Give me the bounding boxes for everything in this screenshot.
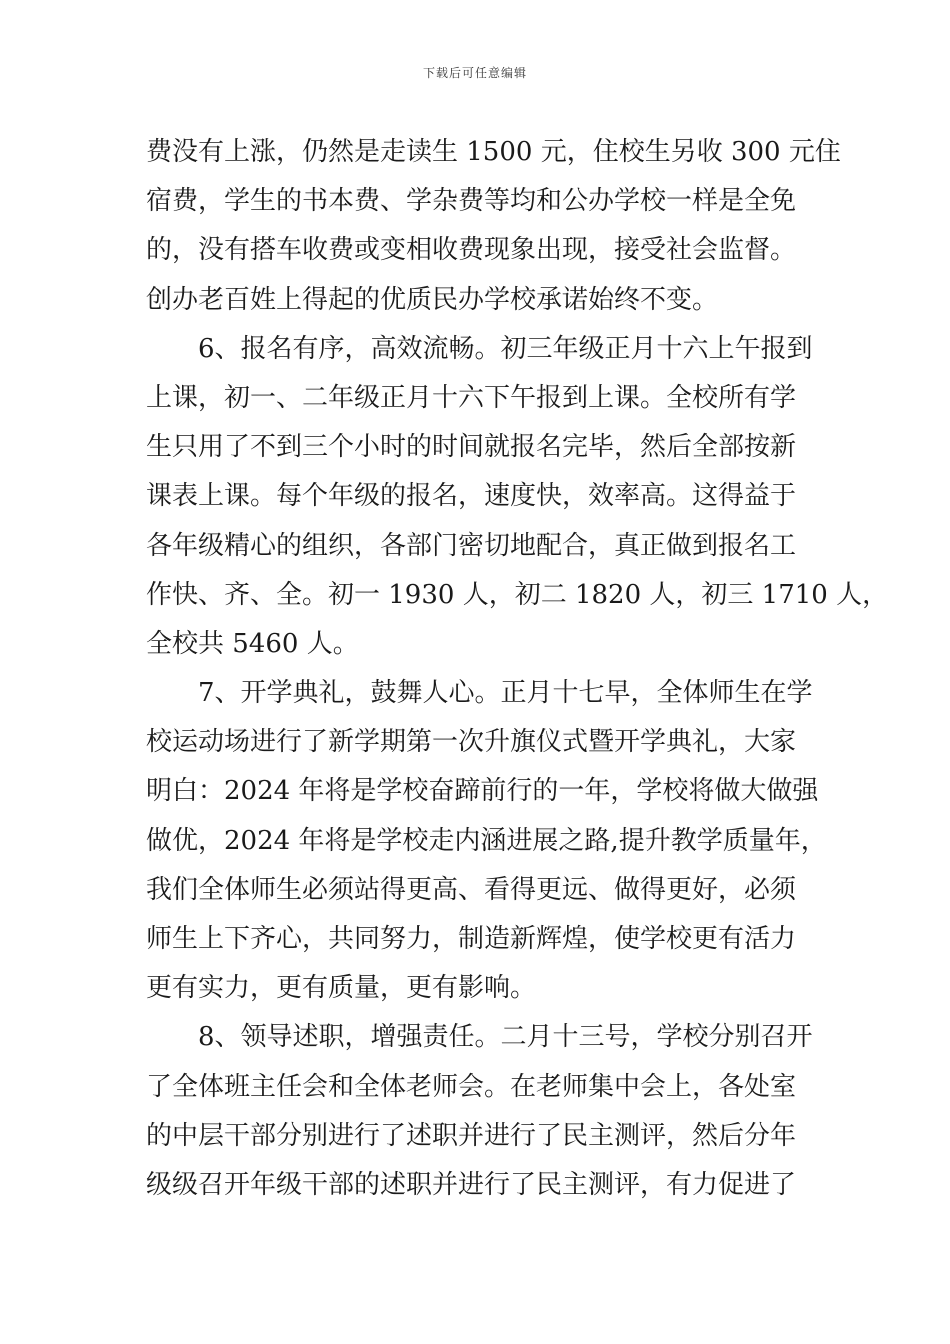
document-body bbox=[146, 128, 889, 1210]
text-line: 更有实力，更有质量，更有影响。 bbox=[146, 973, 537, 1004]
text-line: 作快、齐、全。初一 1930 人，初二 1820 人，初三 1710 人， bbox=[146, 579, 889, 610]
text-line: 费没有上涨，仍然是走读生 1500 元，住校生另收 300 元住 bbox=[146, 137, 841, 167]
text-line: 课表上课。每个年级的报名，速度快，效率高。这得益于 bbox=[146, 481, 797, 512]
text-line: 6、报名有序，高效流畅。初三年级正月十六上午报到 bbox=[198, 333, 813, 364]
paragraph-registration bbox=[146, 325, 889, 669]
text-line: 级级召开年级干部的述职并进行了民主测评，有力促进了 bbox=[146, 1169, 797, 1200]
text-line: 了全体班主任会和全体老师会。在老师集中会上，各处室 bbox=[146, 1071, 797, 1102]
text-line: 全校共 5460 人。 bbox=[146, 628, 359, 659]
text-line: 生只用了不到三个小时的时间就报名完毕，然后全部按新 bbox=[146, 432, 797, 463]
text-line: 7、开学典礼，鼓舞人心。正月十七早，全体师生在学 bbox=[198, 678, 813, 709]
paragraph-leadership-report bbox=[146, 1013, 811, 1210]
text-line: 的，没有搭车收费或变相收费现象出现，接受社会监督。 bbox=[146, 235, 797, 266]
text-line: 8、领导述职，增强责任。二月十三号，学校分别召开 bbox=[198, 1022, 813, 1053]
text-line: 明白：2024 年将是学校奋蹄前行的一年，学校将做大做强 bbox=[146, 776, 819, 807]
text-line: 宿费，学生的书本费、学杂费等均和公办学校一样是全免 bbox=[146, 186, 797, 217]
text-line: 师生上下齐心，共同努力，制造新辉煌，使学校更有活力 bbox=[146, 924, 797, 954]
page-header: 下载后可任意编辑 bbox=[422, 66, 527, 80]
text-line: 各年级精心的组织，各部门密切地配合，真正做到报名工 bbox=[146, 530, 797, 561]
text-line: 创办老百姓上得起的优质民办学校承诺始终不变。 bbox=[146, 284, 719, 315]
text-line: 校运动场进行了新学期第一次升旗仪式暨开学典礼，大家 bbox=[146, 727, 797, 758]
paragraph-fees bbox=[146, 128, 841, 325]
text-line: 的中层干部分别进行了述职并进行了民主测评，然后分年 bbox=[146, 1120, 797, 1151]
text-line: 我们全体师生必须站得更高、看得更远、做得更好，必须 bbox=[146, 874, 797, 905]
paragraph-opening-ceremony bbox=[146, 669, 827, 1013]
text-line: 上课，初一、二年级正月十六下午报到上课。全校所有学 bbox=[146, 382, 797, 413]
text-line: 做优，2024 年将是学校走内涵进展之路,提升教学质量年， bbox=[146, 825, 827, 856]
